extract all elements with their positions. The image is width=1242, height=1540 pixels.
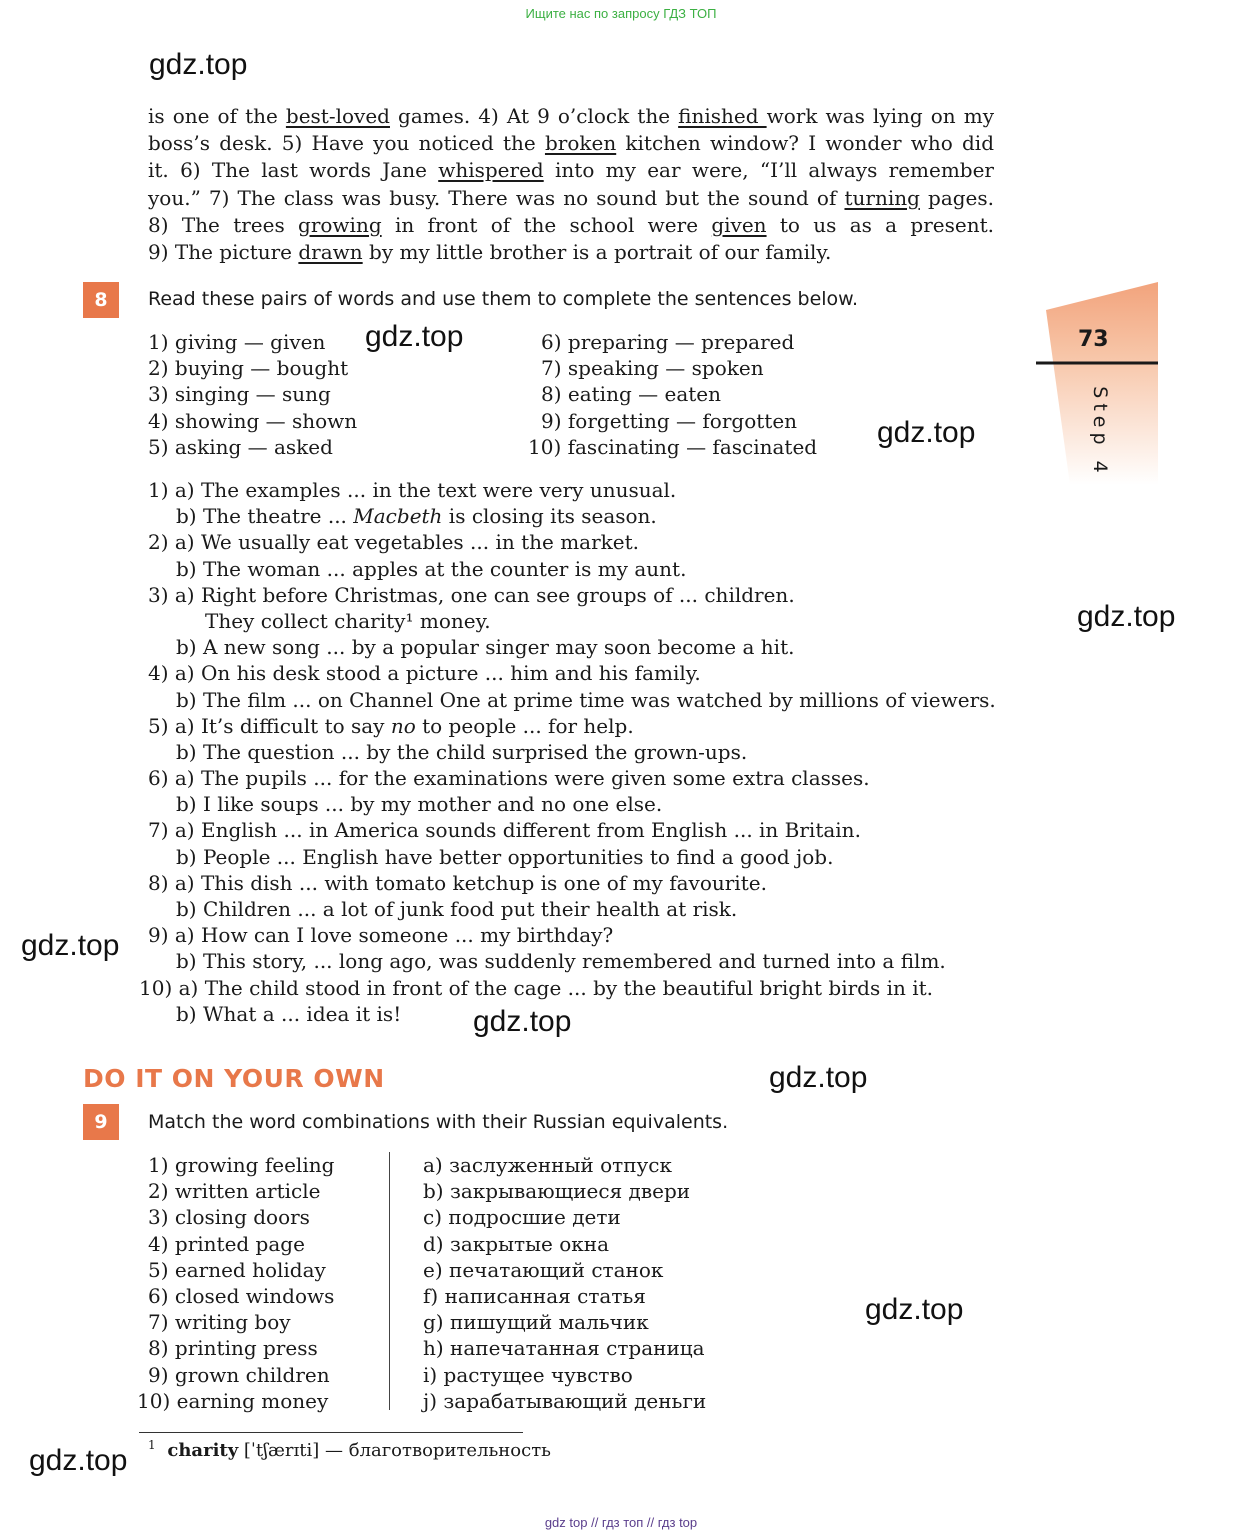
word-pair: 7) speaking — spoken [541,356,764,381]
prose-text: by my little brother is a portrait of our family. [362,239,832,264]
prose-line [148,103,994,130]
match-item: a) заслуженный отпуск [423,1153,672,1177]
sentence: 5) a) It’s difficult to say no to people ... for help. [148,713,634,738]
prose-text: is one of the [148,104,286,128]
watermark: gdz.top [21,929,120,962]
sentence: b) The theatre ... Macbeth is closing its season. [176,504,657,529]
prose-text: games. 4) At 9 o’clock the [389,104,679,128]
footnote-mark: 1 [148,1438,156,1452]
match-item: g) пишущий мальчик [423,1310,649,1335]
exercise-number-badge: 9 [83,1104,119,1140]
prose-text: pages. [919,185,995,210]
prose-text: into my ear were, “I’ll always remember [543,158,994,183]
footnote-rule [139,1432,523,1433]
prose-text: 9) The picture [148,239,299,264]
sentence: 9) a) How can I love someone ... my birthday? [148,923,614,948]
match-item: b) закрывающиеся двери [423,1179,691,1204]
match-item: i) растущее чувство [423,1362,633,1387]
match-item: 2) written article [148,1179,321,1204]
match-item: 7) writing boy [148,1310,291,1335]
sentence: b) This story, ... long ago, was suddenly remembered and turned into a film. [176,949,946,974]
prose-text: it. 6) The last words Jane [148,158,439,183]
top-banner: Ищите нас по запросу ГДЗ ТОП [525,6,717,21]
page-number: 73 [1078,327,1109,352]
watermark: gdz.top [365,320,464,353]
word-pair: 8) eating — eaten [541,382,721,407]
watermark: gdz.top [29,1444,128,1477]
sentence: 2) a) We usually eat vegetables ... in the market. [148,530,640,555]
footnote [148,1438,551,1461]
match-item: 1) growing feeling [148,1153,335,1177]
prose-text: 8) The trees [148,212,299,237]
italic-word: Macbeth [353,504,443,529]
match-left-column [137,1152,334,1414]
underlined-word: drawn [298,239,363,264]
word-pair: 6) preparing — prepared [541,330,795,354]
match-item: 6) closed windows [148,1283,335,1308]
sentence: 1) a) The examples ... in the text were very unusual. [148,478,677,502]
prose-line [148,212,994,239]
match-item: 10) earning money [137,1388,329,1413]
watermark: gdz.top [473,1005,572,1038]
sentence: b) Children ... a lot of junk food put their health at risk. [176,897,738,921]
prose-text: boss’s desk. 5) Have you noticed the [148,131,545,156]
match-item: e) печатающий станок [423,1257,664,1282]
sentence: 8) a) This dish ... with tomato ketchup is one of my favourite. [148,870,767,895]
match-item: 4) printed page [148,1231,305,1256]
prose-text: to us as a present. [766,212,994,237]
match-item: 3) closing doors [148,1205,310,1230]
prose-line [148,185,994,212]
watermark: gdz.top [1077,600,1176,633]
word-pairs-right [528,329,848,460]
sentences-list [139,477,996,1027]
watermark: gdz.top [865,1293,964,1326]
prose-text: you.” 7) The class was busy. There was no sound but the sound of [148,185,845,210]
word-pair: 9) forgetting — forgotten [541,408,798,433]
section-title: DO IT ON YOUR OWN [83,1064,385,1093]
sentence: b) The question ... by the child surprised the grown-ups. [176,739,748,764]
sentence: b) What a ... idea it is! [176,1001,402,1026]
footnote-definition: [ˈtʃærɪti] — благотворительность [238,1440,551,1461]
sentence: 3) a) Right before Christmas, one can see groups of ... children. [148,582,795,607]
column-divider [389,1152,390,1410]
prose-text: work was lying on my [766,104,994,128]
sentence: 4) a) On his desk stood a picture ... him and his family. [148,661,701,686]
sentence: b) The film ... on Channel One at prime time was watched by millions of viewers. [176,687,996,712]
underlined-word: growing [298,212,382,237]
watermark: gdz.top [877,416,976,449]
sentence: They collect charity¹ money. [205,608,491,633]
prose-line [148,130,994,157]
underlined-word: finished [678,104,767,128]
step-label: Step 4 [1089,386,1111,478]
word-pair: 2) buying — bought [148,356,349,381]
underlined-word: turning [844,185,920,210]
prose-text: in front of the school were [381,212,712,237]
prose-paragraph [148,103,994,266]
footnote-word: charity [167,1440,239,1461]
word-pairs-left [148,329,357,460]
sentence: b) A new song ... by a popular singer may soon become a hit. [176,635,795,660]
match-item: f) написанная статья [423,1283,646,1308]
underlined-word: broken [544,131,617,156]
exercise-number-badge: 8 [83,282,119,318]
footer-links: gdz top // гдз топ // гдз top [544,1515,698,1530]
sentence: b) I like soups ... by my mother and no one else. [176,792,663,817]
match-right-column [423,1152,706,1414]
italic-word: no [390,713,416,738]
sentence: 10) a) The child stood in front of the cage ... by the beautiful bright birds in it. [139,975,933,1000]
match-item: h) напечатанная страница [423,1336,705,1361]
word-pair: 3) singing — sung [148,382,331,407]
match-item: d) закрытые окна [423,1231,609,1256]
sentence: 6) a) The pupils ... for the examinations were given some extra classes. [148,766,870,791]
watermark: gdz.top [149,48,248,81]
match-item: 8) printing press [148,1336,318,1361]
prose-text: kitchen window? I wonder who did [616,131,994,156]
underlined-word: whispered [438,158,544,183]
underlined-word: given [711,212,767,237]
watermark: gdz.top [769,1061,868,1094]
sentence: b) People ... English have better opportunities to find a good job. [176,844,834,869]
underlined-word: best-loved [285,104,390,128]
sentence: 7) a) English ... in America sounds different from English ... in Britain. [148,818,861,843]
word-pair: 1) giving — given [148,330,326,354]
word-pair: 4) showing — shown [148,408,358,433]
match-item: c) подросшие дети [423,1205,621,1230]
prose-line [148,157,994,184]
word-pair: 5) asking — asked [148,434,333,459]
match-item: 9) grown children [148,1362,330,1387]
word-pair: 10) fascinating — fascinated [528,434,818,459]
exercise-instruction: Match the word combinations with their Russian equivalents. [148,1111,729,1133]
match-item: 5) earned holiday [148,1257,326,1282]
exercise-instruction: Read these pairs of words and use them to complete the sentences below. [148,288,858,310]
match-item: j) зарабатывающий деньги [423,1388,707,1413]
prose-line [148,239,994,266]
sentence: b) The woman ... apples at the counter is my aunt. [176,556,687,581]
